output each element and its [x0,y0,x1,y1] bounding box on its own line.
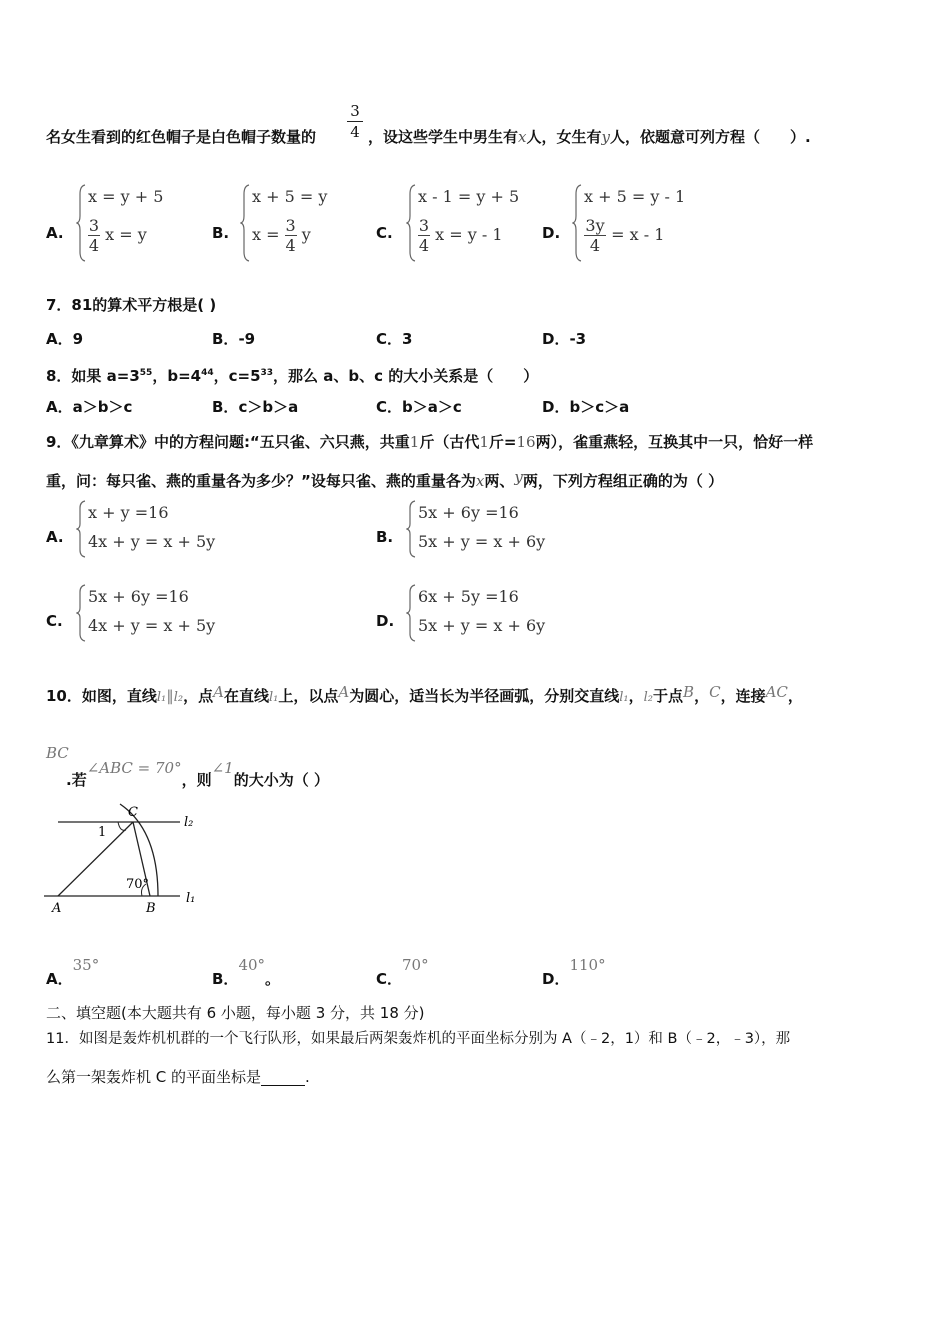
q8-stem: 8．如果 $a=3^{55}$，$b=4^{44}$，$c=5^{33}$，那么 a、b、c 的大小关系是（ ） [46,367,539,385]
q6-option-b-system [240,184,340,262]
q9-option-c-system: 5x + 6y =16 4x + y = x + 5y [76,584,236,642]
q8-option-a: A．a＞b＞c [46,398,133,416]
q6-d-row2: = x - 1 [611,225,665,244]
q6-option-a-label: A. [46,224,64,242]
label-l2: l₂ [184,815,194,830]
q6-a-row1: x = y + 5 [88,187,164,206]
q6-b-den: 4 [285,236,296,255]
q9-stem-line1: 9．《九章算术》中的方程问题:“五只雀、六只燕，共重1斤（古代1斤=16两），雀重燕轻，互换其中一只，恰好一样 [46,433,814,451]
q6-stem [46,128,316,146]
q6-stem-start: 名女生看到的红色帽子是白色帽子数量的 [46,128,317,146]
q6-c-num: 3 [418,216,430,235]
q9-option-c-label: C. [46,612,63,630]
q9-option-d-label: D. [376,612,395,630]
label-1: 1 [98,825,107,840]
q7-option-d: D．-3 [542,330,587,348]
q7-option-c: C．3 [376,330,413,348]
q6-b-row2-pre: x = [252,225,280,244]
q6-frac-num: 3 [350,102,360,120]
q10-stem-line1: 10．如图，直线l₁∥l₂，点A在直线l₁上，以点A为圆心，适当长为半径画弧，分别交直线l₁，l₂于点B，C，连接AC， [46,683,803,705]
section-title: 二、填空题(本大题共有 6 小题，每小题 3 分，共 18 分) [46,1004,425,1022]
q6-var-x: x [518,128,527,146]
q10-option-a: A．35° [46,956,100,988]
label-A: A [52,901,62,916]
q10-stem-line2: BC [46,744,69,762]
q9-option-b-system: 5x + 6y =16 5x + y = x + 6y [406,500,566,558]
q9-option-b-label: B. [376,528,394,546]
q6-option-c-system [406,184,526,262]
q6-stem-mid1: ，设这些学生中男生有 [368,128,519,146]
q6-a-row2: x = y [105,225,147,244]
q6-d-num: 3y [585,216,605,235]
q6-frac-den: 4 [350,123,360,141]
q10-option-c: C．70° [376,956,429,988]
q9-stem-line2: 重，问：每只雀、燕的重量各为多少？”设每只雀、燕的重量各为x两、y两，下列方程组正确的为（ ） [46,468,724,490]
q9-option-a-system: x + y =16 4x + y = x + 5y [76,500,236,558]
q6-a-den: 4 [88,236,100,255]
q6-c-row2: x = y - 1 [435,225,503,244]
q6-stem-rest [368,128,811,146]
q10-option-b: B．40°。 [212,956,281,988]
q11-line2: 么第一架轰炸机 C 的平面坐标是 . [46,1068,310,1086]
label-70: 70° [126,877,150,892]
q11-line1: 11．如图是轰炸机机群的一个飞行队形，如果最后两架轰炸机的平面坐标分别为 A（﹣2，1）和 B（﹣2，﹣3），那 [46,1031,791,1047]
q7-option-a: A．9 [46,330,84,348]
q7-stem: 7．81的算术平方根是( ) [46,296,217,314]
segment-AC [58,822,133,896]
q6-d-row1: x + 5 = y - 1 [584,187,686,206]
label-C: C [128,805,138,820]
q6-c-den: 4 [418,236,430,255]
q6-option-c-label: C. [376,224,393,242]
q6-var-y: y [601,128,610,146]
q10-stem-line2b: .若∠ABC = 70°，则∠1的大小为（ ） [66,759,329,789]
q10-figure [40,800,210,920]
q6-b-row1: x + 5 = y [252,187,328,206]
q11-answer-blank[interactable] [261,1071,305,1086]
label-l1: l₁ [186,891,196,906]
q9-option-a-label: A. [46,528,64,546]
q6-d-den: 4 [584,235,606,255]
q6-stem-mid2: 人，女生有 [526,128,602,146]
q7-option-b: B．-9 [212,330,256,348]
q6-fraction [347,102,363,141]
q8-option-c: C．b＞a＞c [376,398,462,416]
q6-option-b-label: B. [212,224,230,242]
q6-stem-end: 人，依题意可列方程（ ）. [609,128,811,146]
q6-option-a-system [76,184,176,262]
q6-c-row1: x - 1 = y + 5 [418,187,520,206]
q6-a-num: 3 [88,216,100,235]
q6-option-d-label: D. [542,224,561,242]
angle-1-arc [118,822,126,830]
q8-option-d: D．b＞c＞a [542,398,630,416]
q6-b-num: 3 [285,216,296,235]
q8-option-b: B．c＞b＞a [212,398,299,416]
q10-option-d: D．110° [542,956,606,988]
q6-b-row2: y [301,225,311,244]
q6-option-d-system [572,184,692,262]
label-B: B [146,901,156,916]
q9-option-d-system: 6x + 5y =16 5x + y = x + 6y [406,584,566,642]
